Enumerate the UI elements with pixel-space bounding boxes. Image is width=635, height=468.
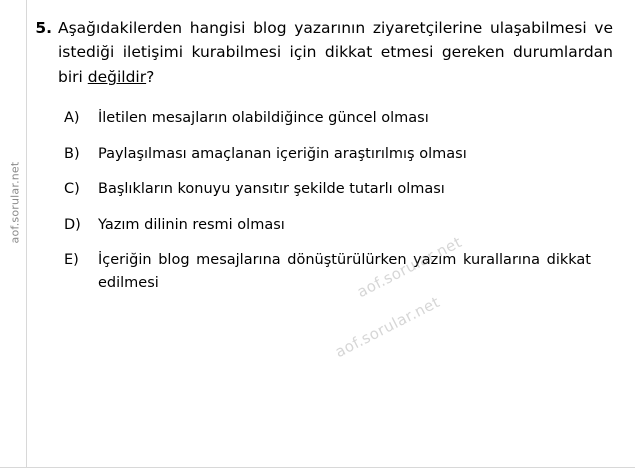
option-c-text: Başlıkların konuyu yansıtır şekilde tutarlı olması	[98, 181, 445, 198]
option-d-letter: D)	[64, 216, 81, 233]
options-list	[26, 107, 617, 294]
question-page	[26, 0, 635, 468]
option-e[interactable]	[64, 249, 617, 294]
option-b[interactable]	[64, 143, 617, 165]
watermark-diagonal-2: aof.sorular.net	[332, 292, 443, 362]
watermark-side-label: aof.sorular.net	[8, 161, 22, 244]
option-a-letter: A)	[64, 110, 80, 127]
question-text	[58, 16, 617, 89]
option-a[interactable]	[64, 107, 617, 129]
question-text-after: ?	[146, 67, 155, 86]
option-d-text: Yazım dilinin resmi olması	[98, 216, 285, 233]
watermark-diagonal-1: aof.sorular.net	[354, 232, 465, 302]
option-e-letter: E)	[64, 252, 79, 269]
question-text-before: Aşağıdakilerden hangisi blog yazarının ziyaretçilerine ulaşabilmesi ve istediği iletişimi kurabilmesi için dikkat etmesi gereken durumlardan biri	[58, 19, 613, 86]
option-a-text: İletilen mesajların olabildiğince güncel olması	[98, 110, 429, 127]
option-b-text: Paylaşılması amaçlanan içeriğin araştırılmış olması	[98, 145, 467, 162]
option-c-letter: C)	[64, 181, 80, 198]
option-e-text: İçeriğin blog mesajlarına dönüştürülürken yazım kurallarına dikkat edilmesi	[98, 252, 591, 291]
question-block	[26, 16, 617, 89]
option-c[interactable]	[64, 178, 617, 200]
question-number: 5.	[35, 19, 52, 37]
left-margin-strip	[0, 0, 27, 468]
option-d[interactable]	[64, 214, 617, 236]
question-text-underlined: değildir	[87, 67, 147, 86]
option-b-letter: B)	[64, 145, 80, 162]
